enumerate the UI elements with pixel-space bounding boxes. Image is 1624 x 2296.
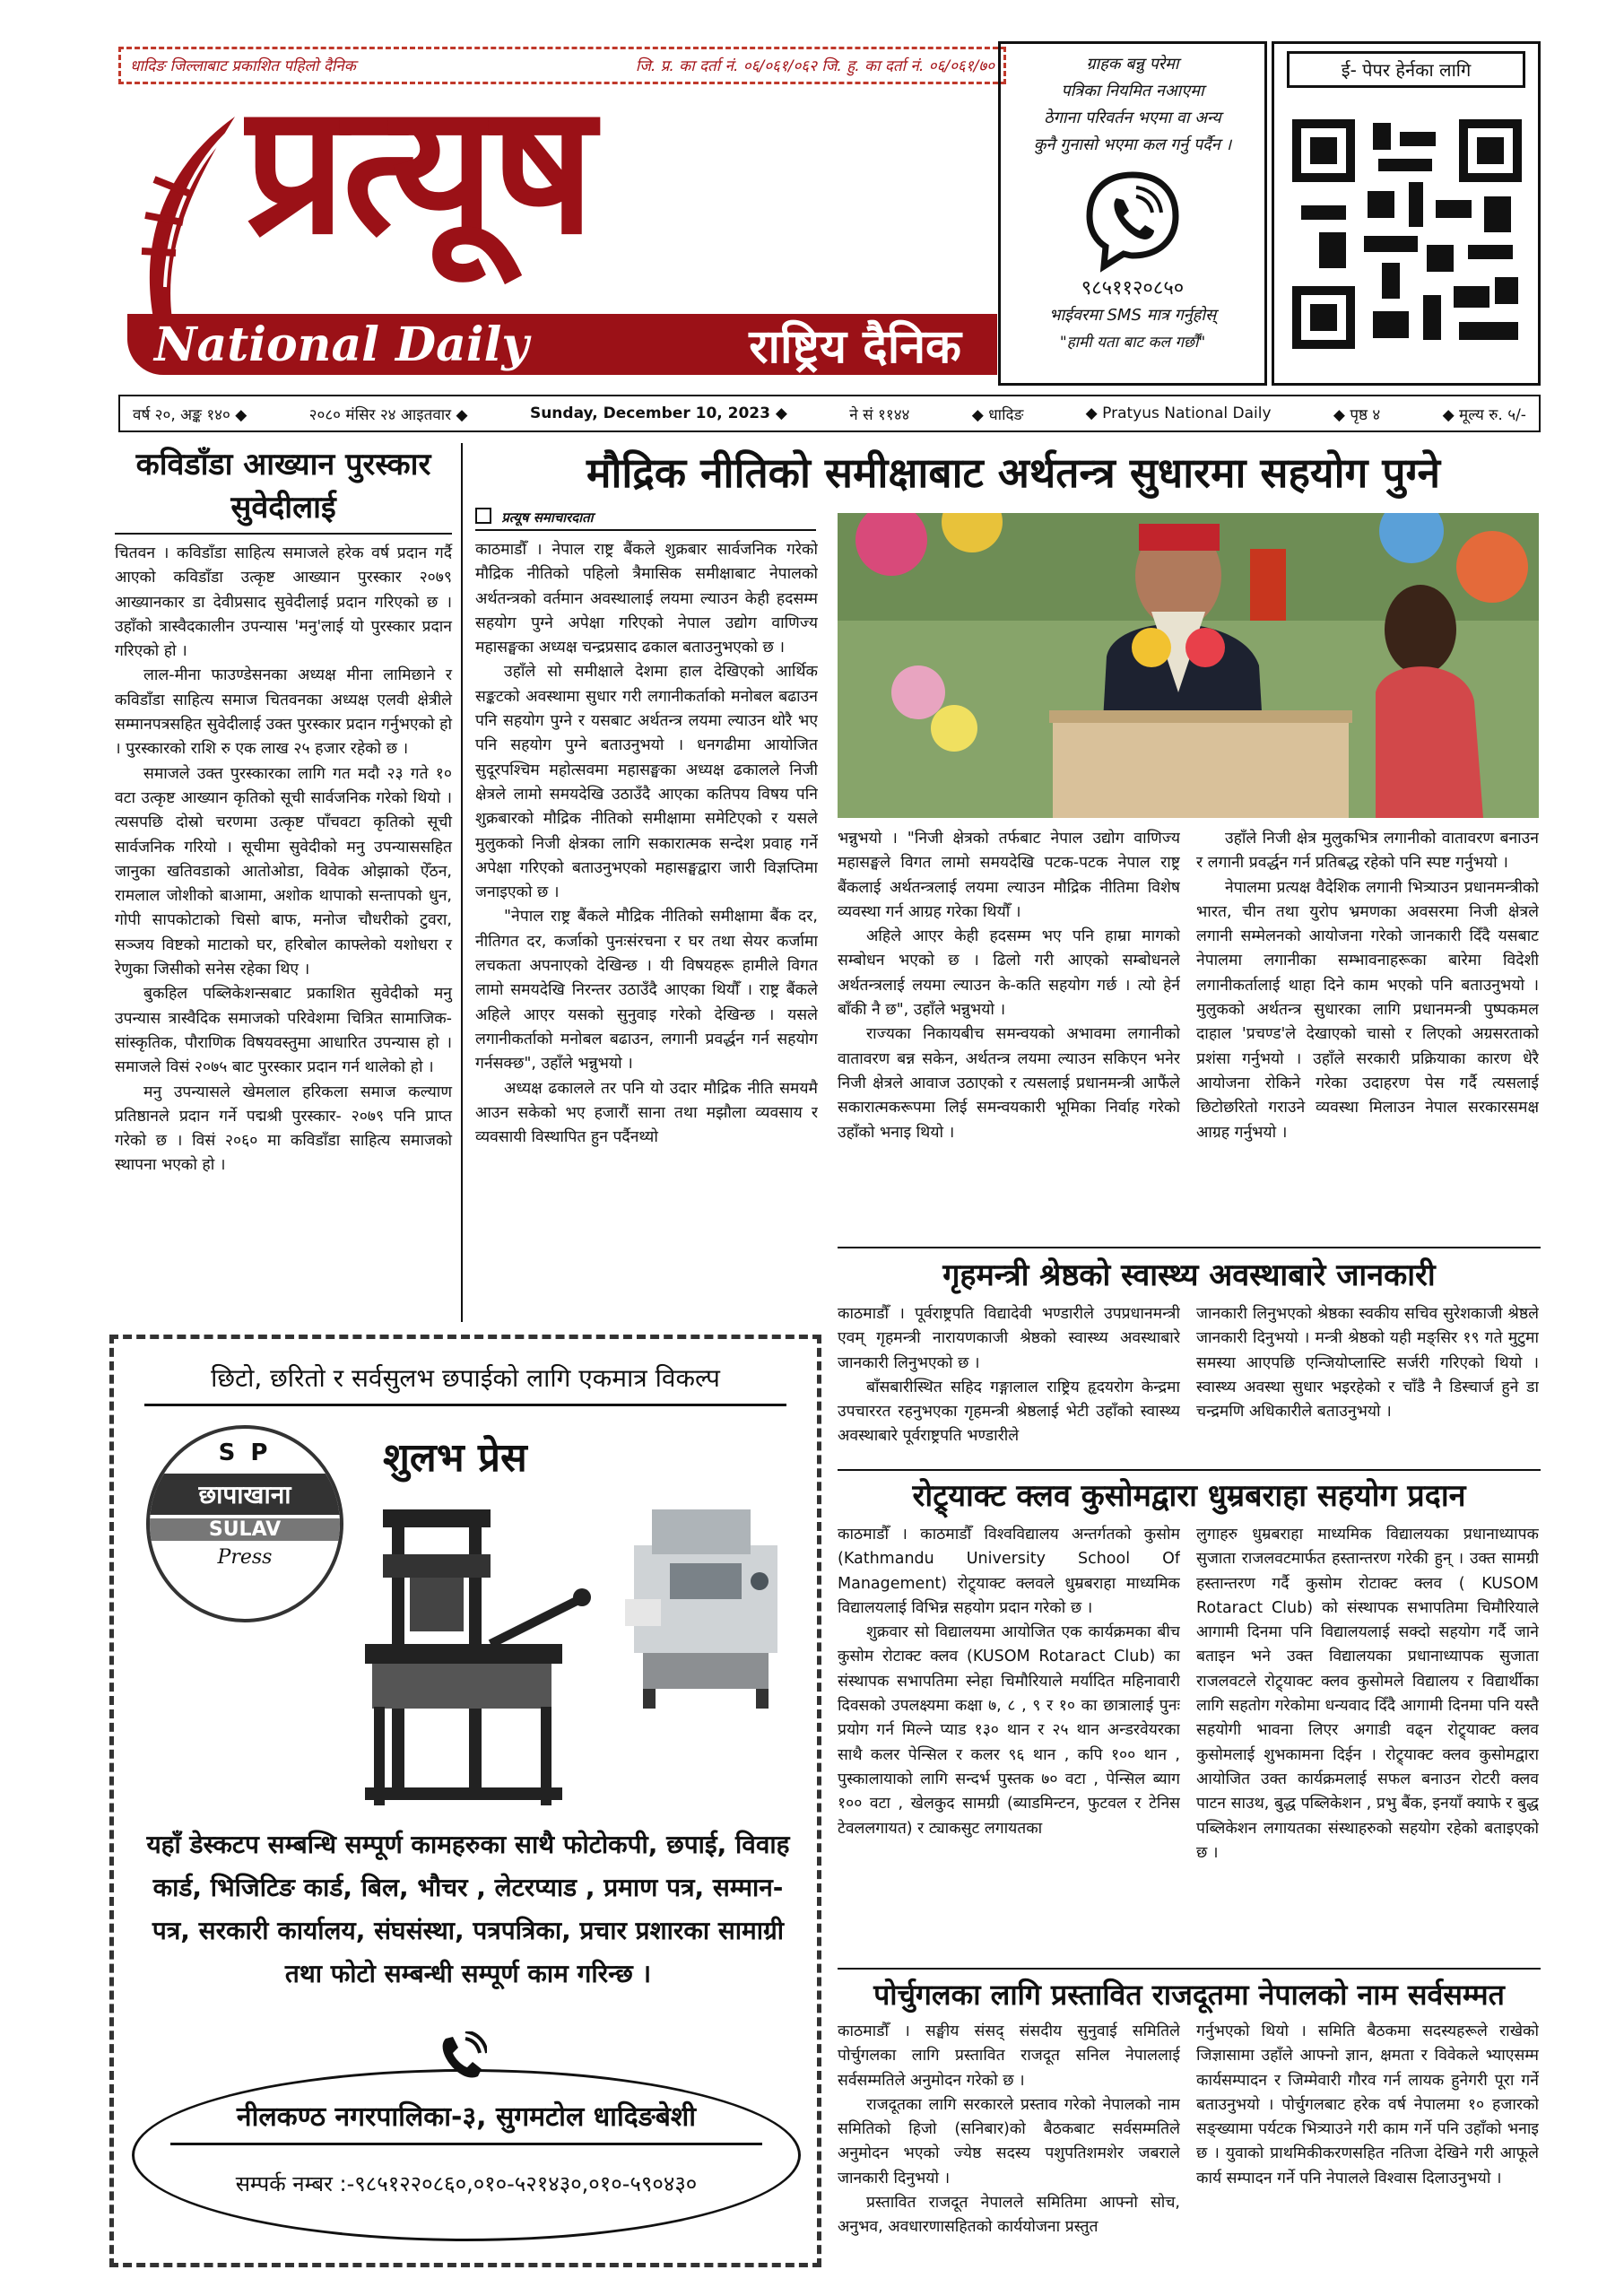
subscriber-notice-box [998, 41, 1267, 386]
sulav-press-ad [109, 1335, 821, 2267]
main-para: काठमाडौँ । नेपाल राष्ट्र बैंकले शुक्रबार सार्वजनिक गरेको मौद्रिक नीतिको पहिलो त्रैमासिक समीक्षाबाट नेपालको अर्थतन्त्रको वर्तमान अवस्थालाई लयमा ल्याउन केही हदसम्म सहयोग पुग्ने अपेक्षा गरिएको नेपाल उद्योग वाणिज्य महासङ्घका अध्यक्ष चन्द्रप्रसाद ढकाल बताउनुभएको छ । [475, 541, 818, 657]
dateline-paper-name: ◆ Pratyus National Daily [1085, 404, 1272, 422]
viber-phone-icon [1079, 166, 1186, 274]
masthead-logo [118, 81, 1006, 375]
home-article-col2 [1196, 1302, 1539, 1464]
epaper-box [1272, 41, 1541, 386]
main-para: उहाँले निजी क्षेत्र मुलुकभित्र लगानीको वातावरण बनाउन र लगानी प्रवर्द्धन गर्न प्रतिबद्ध रहेको पनि स्पष्ट गर्नुभयो । [1196, 830, 1539, 873]
left-article-para: मनु उपन्यासले खेमलाल हरिकला समाज कल्याण प्रतिष्ठानले प्रदान गर्ने पद्मश्री पुरस्कार- २०७९ पनि प्राप्त गरेको छ । विसं २०६० मा कविडाँडा साहित्य समाजको स्थापना भएको हो । [115, 1083, 452, 1175]
rotaract-para: काठमाडौँ । काठमाडौँ विश्वविद्यालय अन्तर्गतको कुसोम (Kathmandu University School Of Management) रोट्र्याक्ट क्लवले धुम्रबराहा माध्यमिक विद्यालयलाई विभिन्न सहयोग प्रदान गरेको छ । [838, 1526, 1180, 1617]
viber-sms-line: भाईवरमा SMS मात्र गर्नुहोस् [1048, 306, 1217, 325]
left-article-para: चितवन । कविडाँडा साहित्य समाजले हरेक वर्ष प्रदान गर्दै आएको कविडाँडा उत्कृष्ट आख्यान पुरस्कार २०७९ आख्यानकार डा देवीप्रसाद सुवेदीलाई प्रदान गरिएको छ । उहाँको त्रास्वैदकालीन उपन्यास 'मनु'लाई यो पुरस्कार प्रदान गरिएको हो । [115, 544, 452, 661]
notice-line-1: ग्राहक बन्नु परेमा [1086, 55, 1179, 74]
left-article-para: समाजले उक्त पुरस्कारका लागि गत मदौ २३ गते १० वटा उत्कृष्ट आख्यान कृतिको सूची सार्वजनिक गरेको थियो । त्यसपछि दोस्रो चरणमा उत्कृष्ट पाँचवटा कृतिको सूची सार्वजनिक गरियो । सूचीमा सुवेदीको मनु उपन्याससहित जानुका खतिवडाको आतोओडा, विवेक ओझाको ऐँठन, रामलाल जोशीको बाआमा, अशोक थापाको सन्तापको धुन, गोपी सापकोटाको चिसो बाफ, मनोज चौधरीको टुवरा, सञ्जय विष्टको माटाको घर, हरिबोल काफ्लेको यशोधरा र रेणुका जिसीको सनेस रहेका थिए । [115, 764, 452, 979]
ad-contact-numbers: सम्पर्क नम्बर :-९८५१२२०८६०,०१०-५२१४३०,०१०-५९०४३० [235, 2171, 698, 2196]
main-para: उहाँले सो समीक्षाले देशमा हाल देखिएको आर्थिक सङ्कटको अवस्थामा सुधार गरी लगानीकर्ताको मनोबल बढाउन पनि सहयोग पुग्ने र यसबाट अर्थतन्त्र लयमा ल्याउन थोरै भए पनि सहयोग पुग्ने बताउनुभयो । धनगढीमा आयोजित सुदूरपश्चिम महोत्सवमा महासङ्घका अध्यक्ष ढकालले निजी क्षेत्रले लामो समयदेखि उठाउँदै आएका कतिपय विषय पनि शुक्रबारको मौद्रिक नीतिको समीक्षामा समेटिएको र यसले मुलुकको निजी क्षेत्रका लागि सकारात्मक सन्देश प्रवाह गर्ने अपेक्षा गरिएको बताउनुभएको महासङ्घद्वारा जारी विज्ञप्तिमा जनाइएको छ । [475, 663, 818, 902]
rotaract-article-col2 [1196, 1523, 1539, 1962]
national-daily-text: National Daily [154, 317, 529, 372]
byline-box-icon [475, 508, 491, 524]
portugal-para: काठमाडौँ । सङ्घीय संसद् संसदीय सुनुवाई समितिले पोर्चुगलका लागि प्रस्तावित राजदूत सनिल नेपाललाई सर्वसम्मतिले अनुमोदन गरेको छ । [838, 2022, 1180, 2090]
top-registration-line [118, 47, 1006, 84]
logo-chhapakhana: छापाखाना [150, 1474, 340, 1515]
main-para: नेपालमा प्रत्यक्ष वैदेशिक लगानी भित्र्याउन प्रधानमन्त्रीको भारत, चीन तथा युरोप भ्रमणका अवसरमा निजी क्षेत्रले लगानी सम्मेलनको आयोजना गरेको जानकारी दिँदै यसबाट नेपालमा लगानीका सम्भावनाहरूका बारेमा विदेशी लगानीकर्तालाई थाहा दिने काम भएको पनि बताउनुभयो । मुलुकको अर्थतन्त्र सुधारका लागि प्रधानमन्त्री पुष्पकमल दाहाल 'प्रचण्ड'ले देखाएको चासो र लिएको अग्रसरताको प्रशंसा गर्नुभयो । उहाँले सरकारी प्रक्रियाका कारण धेरै आयोजना रोकिने गरेका उदाहरण पेस गर्दै त्यसलाई छिटोछरितो गराउने व्यवस्था मिलाउन नेपाल सरकारसमक्ष आग्रह गर्नुभयो । [1196, 878, 1539, 1142]
rotaract-para: लुगाहरु धुम्रबराहा माध्यमिक विद्यालयका प्रधानाध्यापक सुजाता राजलवटमार्फत हस्तान्तरण गरेकी हुन् । उक्त सामग्री हस्तान्तरण गर्दै कुसोम रोटाक्ट क्लव ( KUSOM Rotaract Club) को संस्थापक सभापतिमा चिमौरियाले आगामी दिनमा पनि विद्यालयलाई सक्दो सहयोग गर्दै जाने बताइन भने उक्त विद्यालयका प्रधानाध्यापक सुजाता राजलवटले रोट्र्याक्ट क्लव कुसोमले विद्यालय र विद्यार्थीका लागि सहतोग गरेकोमा धन्यवाद दिँदै आगामी दिनमा पनि यस्तै सहयोगी भावना लिएर अगाडी वढ्न रोट्र्याक्ट क्लव कुसोमलाई शुभकामना दिईन । रोट्र्याक्ट क्लव कुसोमद्वारा आयोजित उक्त कार्यक्रमलाई सफल बनाउन रोटरी क्लव पाटन साउथ, बुद्ध पब्लिकेशन , प्रभु बैंक, इनयाँ क्याफे र बुद्ध पब्लिकेशन लगायतका संस्थाहरुको सहयोग रहेको बताइएको छ । [1196, 1526, 1539, 1862]
old-printing-press-image [329, 1500, 598, 1814]
quill-icon [118, 108, 244, 341]
epaper-qr-code[interactable] [1292, 119, 1522, 349]
offset-printing-machine-image [616, 1492, 795, 1716]
rotaract-article-col1 [838, 1523, 1180, 1962]
dateline-bar [118, 395, 1541, 432]
speaker-at-podium-photo [838, 513, 1539, 818]
portugal-article-col2 [1196, 2020, 1539, 2264]
dateline-nepali-date: २०८० मंसिर २४ आइतवार ◆ [308, 405, 468, 424]
main-article-title: मौद्रिक नीतिको समीक्षाबाट अर्थतन्त्र सुधारमा सहयोग पुग्ने [586, 448, 1440, 497]
portugal-para: प्रस्तावित राजदूत नेपालले समितिमा आफ्नो सोच, अनुभव, अवधारणासहितको कार्ययोजना प्रस्तुत [838, 2194, 1180, 2237]
dateline-english-date: Sunday, December 10, 2023 ◆ [529, 404, 787, 422]
byline-text: प्रत्यूष समाचारदाता [501, 509, 594, 526]
notice-line-3: ठेगाना परिवर्तन भएमा वा अन्य [1044, 109, 1221, 127]
main-article-byline [475, 508, 816, 531]
column-divider [461, 443, 463, 1322]
rotaract-para: शुक्रवार सो विद्यालयमा आयोजित एक कार्यक्रमका बीच कुसोम रोटाक्ट क्लव (KUSOM Rotaract Club) का संस्थापक सभापतिमा स्नेहा चिमौरियाले मर्यादित महिनावारी दिवसको उपलक्ष्यमा कक्षा ७, ८ , ९ र १० का छात्रालाई पुनः प्रयोग गर्न मिल्ने प्याड १३० थान र २५ थान अन्डरवेयरका साथै कलर पेन्सिल र कलर ९६ थान , कपि १०० थान , पुस्कालायाको लागि सन्दर्भ पुस्तक ७० वटा , पेन्सिल ब्याग १०० वटा , खेलकुद सामग्री (ब्याडमिन्टन, फुटवल र टेनिस टेवललगायत) र ट्याकसुट लगायतका [838, 1623, 1180, 1838]
rotaract-article-title: रोट्र्याक्ट क्लव कुसोमद्वारा धुम्रबराहा सहयोग प्रदान [912, 1478, 1466, 1514]
home-article-col1 [838, 1302, 1180, 1464]
portugal-para: गर्नुभएको थियो । समिति बैठकमा सदस्यहरूले राखेको जिज्ञासामा उहाँले आफ्नो ज्ञान, क्षमता र विवेकले भ्याएसम्म कार्यसम्पादन र जिम्मेवारी गौरव गर्न लायक हुनेगरी पूरा गर्ने बताउनुभयो । पोर्चुगलबाट हरेक वर्ष नेपालमा १० हजारको सङ्ख्यामा पर्यटक भित्र्याउने गरी काम गर्ने पनि उहाँको भनाइ छ । युवाको प्राथमिकीकरणसहित नतिजा देखिने गरी आफूले कार्य सम्पादन गर्ने पनि नेपालले विश्वास दिलाउनुभयो । [1196, 2022, 1539, 2187]
slogan-line: "हामी यता बाट कल गर्छौं" [1059, 334, 1206, 352]
home-para: बाँसबारीस्थित सहिद गङ्गालाल राष्ट्रिय हृदयरोग केन्द्रमा उपचाररत रहनुभएका गृहमन्त्री श्रेष्ठलाई भेटी उहाँको स्वास्थ्य अवस्थाबारे पूर्वराष्ट्रपति भण्डारीले [838, 1378, 1180, 1446]
logo-press-script: Press [217, 1546, 273, 1569]
left-article-para: बुकहिल पब्लिकेशन्सबाट प्रकाशित सुवेदीको मनु उपन्यास त्रास्वैदिक समाजको परिवेशमा चित्रित सामाजिक-सांस्कृतिक, पौराणिक विषयवस्तुमा आधारित उपन्यास हो । समाजले विसं २०७५ बाट पुरस्कार प्रदान गर्न थालेको हो । [115, 985, 452, 1077]
ad-address: नीलकण्ठ नगरपालिका-३, सुगमटोल धादिङबेशी [170, 2097, 762, 2145]
national-daily-bar [127, 314, 997, 375]
dateline-price: ◆ मूल्य रु. ५/- [1442, 405, 1526, 424]
home-para: काठमाडौँ । पूर्वराष्ट्रपति विद्यादेवी भण्डारीले उपप्रधानमन्त्री एवम् गृहमन्त्री नारायणकाजी श्रेष्ठको स्वास्थ्य अवस्थाबारे जानकारी लिनुभएको छ । [838, 1305, 1180, 1372]
sulav-press-logo [146, 1425, 343, 1622]
dateline-volume: वर्ष २०, अङ्क १४० ◆ [133, 405, 248, 424]
main-article-col3 [1196, 827, 1539, 1239]
notice-line-2: पत्रिका नियमित नआएमा [1061, 82, 1204, 100]
dateline-place: ◆ धादिङ [971, 405, 1024, 424]
dateline-page: ◆ पृष्ठ ४ [1333, 405, 1381, 424]
section-divider [838, 1469, 1541, 1471]
main-article-photo [838, 513, 1539, 818]
epaper-label: ई- पेपर हेर्नका लागि [1287, 51, 1525, 88]
logo-sulav-band: SULAV [150, 1518, 340, 1541]
ad-press-name: शुलभ प्रेस [383, 1435, 527, 1481]
main-para: भन्नुभयो । "निजी क्षेत्रको तर्फबाट नेपाल उद्योग वाणिज्य महासङ्घले विगत लामो समयदेखि पटक-पटक नेपाल राष्ट्र बैंकलाई अर्थतन्त्रलाई लयमा ल्याउन मौद्रिक नीतिमा विशेष व्यवस्था गर्न आग्रह गरेका थियौँ । [838, 830, 1180, 921]
notice-line-4: कुनै गुनासो भएमा कल गर्नु पर्दैन । [1033, 135, 1232, 154]
home-para: जानकारी लिनुभएको श्रेष्ठका स्वकीय सचिव सुरेशकाजी श्रेष्ठले जानकारी दिनुभयो । मन्त्री श्रेष्ठको यही मङ्सिर १९ गते मुटुमा समस्या आएपछि एन्जियोप्लास्टि सर्जरी गरिएको थियो । स्वास्थ्य अवस्था सुधार भइरहेको र चाँडै नै डिस्चार्ज हुने डा चन्द्रमणि अधिकारीले बताउनुभयो । [1196, 1305, 1539, 1422]
home-article-title: गृहमन्त्री श्रेष्ठको स्वास्थ्य अवस्थाबारे जानकारी [942, 1257, 1436, 1293]
ad-tagline: छिटो, छरितो र सर्वसुलभ छपाईको लागि एकमात्र विकल्प [144, 1359, 786, 1406]
rastriya-dainik-text: राष्ट्रिय दैनिक [749, 319, 961, 374]
main-para: राज्यका निकायबीच समन्वयको अभावमा लगानीको वातावरण बन्न सकेन, अर्थतन्त्र लयमा ल्याउन सकिएन भनेर निजी क्षेत्रले आवाज उठाएको र त्यसलाई प्रधानमन्त्री आफैंले सकारात्मकरूपमा लिई समन्वयकारी भूमिका निर्वाह गरेको उहाँको भनाइ थियो । [838, 1025, 1180, 1142]
main-para: अहिले आएर केही हदसम्म भए पनि हाम्रा मागको सम्बोधन भएको छ । ढिलो गरी आएको सम्बोधनले अर्थतन्त्रलाई लयमा ल्याउन के-कति सहयोग गर्छ । त्यो हेर्न बाँकी नै छ", उहाँले भन्नुभयो । [838, 927, 1180, 1020]
masthead-title: प्रत्यूष [244, 81, 592, 274]
section-divider [838, 1968, 1541, 1970]
portugal-article-col1 [838, 2020, 1180, 2264]
ad-address-oval [132, 2069, 801, 2241]
first-daily-label: धादिङ जिल्लाबाट प्रकाशित पहिलो दैनिक [130, 57, 356, 75]
ad-services-text: यहाँ डेस्कटप सम्बन्धि सम्पूर्ण कामहरुका साथै फोटोकपी, छपाई, विवाह कार्ड, भिजिटिङ कार्ड, बिल, भौचर , लेटरप्याड , प्रमाण पत्र, सम्मान-पत्र, सरकारी कार्यालय, संघसंस्था, पत्रपत्रिका, प्रचार प्रशारका सामाग्री तथा फोटो सम्बन्धी सम्पूर्ण काम गरिन्छ । [146, 1830, 790, 1988]
portugal-article-title: पोर्चुगलका लागि प्रस्तावित राजदूतमा नेपालको नाम सर्वसम्मत [873, 1978, 1505, 2012]
left-article [115, 443, 452, 1320]
logo-initials: S P [218, 1439, 272, 1466]
portugal-para: राजदूतका लागि सरकारले प्रस्ताव गरेको नेपालको नाम समितिको हिजो (सनिबार)को बैठकबाट सर्वसम्मतिले अनुमोदन भएको ज्येष्ठ सदस्य पशुपतिशमशेर जबराले जानकारी दिनुभयो । [838, 2095, 1180, 2187]
sms-phone-number: ९८५११२०८५० [1081, 277, 1185, 300]
left-article-body [115, 542, 452, 1178]
main-article-col2 [838, 827, 1180, 1239]
section-divider [838, 1247, 1541, 1248]
main-para: अध्यक्ष ढकालले तर पनि यो उदार मौद्रिक नीति समयमै आउन सकेको भए हजारौं साना तथा मझौला व्यवसाय र व्यवसायी विस्थापित हुन पर्दैनथ्यो [475, 1079, 818, 1147]
main-para: "नेपाल राष्ट्र बैंकले मौद्रिक नीतिको समीक्षामा बैंक दर, नीतिगत दर, कर्जाको पुनःसंरचना र घर तथा सेयर कर्जामा लचकता अपनाएको देखिन्छ । यी विषयहरू हामीले विगत लामो समयदेखि निरन्तर उठाउँदै आएका थियौँ । राष्ट्र बैंकले अहिले आएर यसको सुनुवाइ गरेको देखिन्छ । यसले लगानीकर्ताको मनोबल बढाउन, लगानी प्रवर्द्धन गर्न सहयोग गर्नसक्छ", उहाँले भन्नुभयो । [475, 908, 818, 1074]
main-article-col1 [475, 538, 818, 1322]
registration-number: जि. प्र. का दर्ता नं. ०६/०६१/०६२ जि. हु. का दर्ता नं. ०६/०६१/७० [635, 57, 994, 75]
left-article-para: लाल-मीना फाउण्डेसनका अध्यक्ष मीना लामिछाने र कविडाँडा साहित्य समाज चितवनका अध्यक्ष एलवी क्षेत्रीले सम्मानपत्रसहित सुवेदीलाई उक्त पुरस्कार प्रदान गर्नुभएको हो । पुरस्कारको राशि रु एक लाख २५ हजार रहेको छ । [115, 666, 452, 759]
left-article-title: कविडाँडा आख्यान पुरस्कार सुवेदीलाई [115, 443, 452, 535]
dateline-nepal-sambat: ने सं ११४४ [849, 405, 910, 424]
